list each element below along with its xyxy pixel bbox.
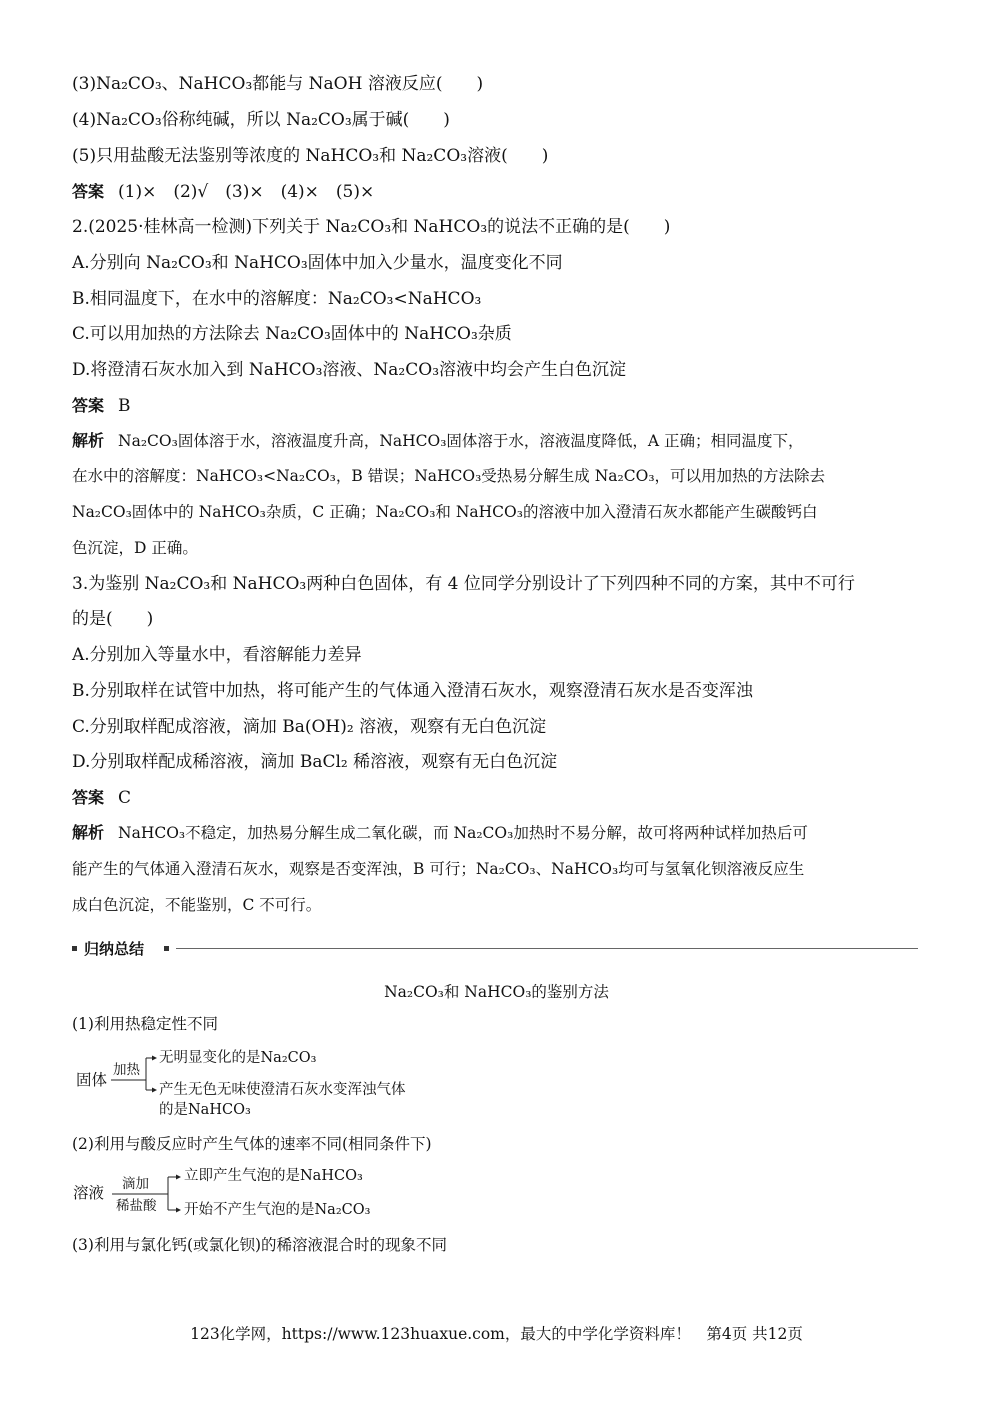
q1-item-5: (5)只用盐酸无法鉴别等浓度的 NaHCO₃和 Na₂CO₃溶液( )	[72, 146, 549, 166]
method-2-subject: 溶液	[73, 1184, 105, 1202]
q3-answer-row	[72, 787, 921, 809]
method-2-condition-top: 滴加	[122, 1176, 149, 1192]
square-bullet-icon	[164, 946, 169, 951]
square-bullet-icon	[72, 946, 77, 951]
method-1-result-2a: 产生无色无味使澄清石灰水变浑浊气体	[159, 1082, 406, 1098]
q2-option-a: A.分别向 Na₂CO₃和 NaHCO₃固体中加入少量水，温度变化不同	[72, 253, 563, 273]
arrowhead-icon	[176, 1208, 181, 1213]
q3-explain-line-3: 成白色沉淀，不能鉴别，C 不可行。	[72, 896, 322, 914]
method-1-condition: 加热	[113, 1062, 140, 1078]
q2-stem: 2.(2025·桂林高一检测)下列关于 Na₂CO₃和 NaHCO₃的说法不正确的是( )	[72, 217, 671, 237]
summary-header-text: 归纳总结	[84, 940, 145, 958]
q3-option-a: A.分别加入等量水中，看溶解能力差异	[72, 645, 362, 665]
arrowhead-icon	[152, 1056, 157, 1061]
method-1-result-1: 无明显变化的是Na₂CO₃	[159, 1050, 317, 1066]
q3-explain-line-2: 能产生的气体通入澄清石灰水，观察是否变浑浊，B 可行；Na₂CO₃、NaHCO₃均可与氢氧化钡溶液反应生	[72, 860, 805, 878]
answer-label: 答案	[72, 396, 105, 415]
method-3-title: (3)利用与氯化钙(或氯化钡)的稀溶液混合时的现象不同	[72, 1236, 448, 1254]
q2-option-d: D.将澄清石灰水加入到 NaHCO₃溶液、Na₂CO₃溶液中均会产生白色沉淀	[72, 360, 627, 380]
method-2-condition-bottom: 稀盐酸	[116, 1198, 157, 1214]
q3-option-b: B.分别取样在试管中加热，将可能产生的气体通入澄清石灰水，观察澄清石灰水是否变浑浊	[72, 681, 753, 701]
q1-answer: (1)× (2)√ (3)× (4)× (5)×	[118, 182, 375, 202]
method-1-title: (1)利用热稳定性不同	[72, 1015, 218, 1033]
explain-label: 解析	[72, 431, 105, 450]
q2-explain-line-2: 在水中的溶解度：NaHCO₃<Na₂CO₃，B 错误；NaHCO₃受热易分解生成 Na₂CO₃，可以用加热的方法除去	[72, 467, 826, 485]
q3-option-d: D.分别取样配成稀溶液，滴加 BaCl₂ 稀溶液，观察有无白色沉淀	[72, 752, 558, 772]
q1-answer-row	[72, 181, 921, 203]
q2-answer: B	[118, 396, 131, 416]
explain-label: 解析	[72, 823, 105, 842]
q2-option-c: C.可以用加热的方法除去 Na₂CO₃固体中的 NaHCO₃杂质	[72, 324, 512, 344]
q1-item-4: (4)Na₂CO₃俗称纯碱，所以 Na₂CO₃属于碱( )	[72, 110, 450, 130]
q3-explain-line-1: 解析 NaHCO₃不稳定，加热易分解生成二氧化碳，而 Na₂CO₃加热时不易分解，故可将两种试样加热后可	[72, 823, 808, 842]
page-footer: 123化学网，https://www.123huaxue.com，最大的中学化学资料库！ 第4页 共12页	[190, 1325, 803, 1343]
method-1-result-2b: 的是NaHCO₃	[159, 1102, 251, 1118]
q2-option-b: B.相同温度下，在水中的溶解度：Na₂CO₃<NaHCO₃	[72, 289, 482, 309]
answer-label: 答案	[72, 182, 105, 201]
method-2-result-1: 立即产生气泡的是NaHCO₃	[184, 1168, 363, 1184]
summary-title: Na₂CO₃和 NaHCO₃的鉴别方法	[384, 983, 609, 1001]
arrowhead-icon	[152, 1088, 157, 1093]
q3-stem-line-1: 3.为鉴别 Na₂CO₃和 NaHCO₃两种白色固体，有 4 位同学分别设计了下列四种不同的方案，其中不可行	[72, 574, 855, 594]
q2-explain-line-4: 色沉淀，D 正确。	[72, 539, 198, 557]
method-1-subject: 固体	[76, 1071, 108, 1089]
arrowhead-icon	[176, 1175, 181, 1180]
q3-option-c: C.分别取样配成溶液，滴加 Ba(OH)₂ 溶液，观察有无白色沉淀	[72, 717, 547, 737]
q3-stem-line-2: 的是( )	[72, 609, 154, 629]
q2-answer-row	[72, 395, 921, 417]
q1-item-3: (3)Na₂CO₃、NaHCO₃都能与 NaOH 溶液反应( )	[72, 74, 484, 94]
method-2-title: (2)利用与酸反应时产生气体的速率不同(相同条件下)	[72, 1135, 432, 1153]
q2-explain-line-1: 解析 Na₂CO₃固体溶于水，溶液温度升高，NaHCO₃固体溶于水，溶液温度降低，A 正确；相同温度下，	[72, 431, 804, 450]
q2-explain-line-3: Na₂CO₃固体中的 NaHCO₃杂质，C 正确；Na₂CO₃和 NaHCO₃的溶液中加入澄清石灰水都能产生碳酸钙白	[72, 503, 818, 521]
divider	[176, 948, 918, 949]
q3-answer: C	[118, 788, 132, 808]
answer-label: 答案	[72, 788, 105, 807]
method-2-result-2: 开始不产生气泡的是Na₂CO₃	[184, 1202, 371, 1218]
summary-header	[72, 938, 918, 960]
